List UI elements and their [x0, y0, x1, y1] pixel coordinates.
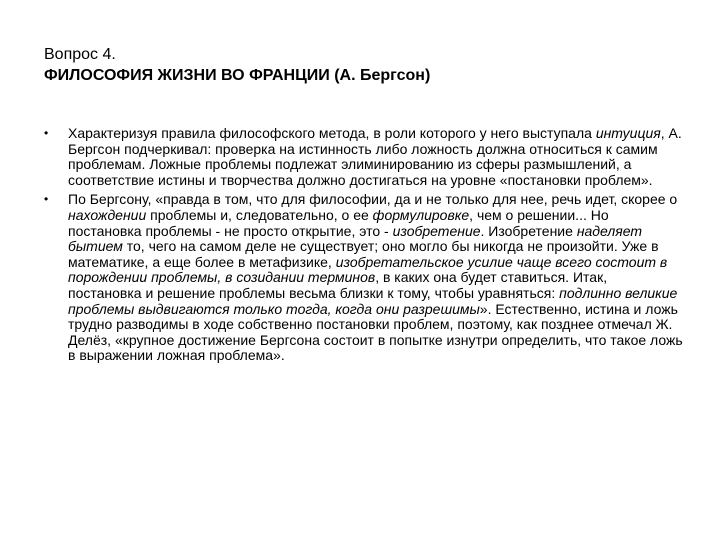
emphasis-run: подлинно великие проблемы выдвигаются только тогда, когда они разрешимы — [68, 284, 678, 317]
emphasis-run: нахождении — [68, 206, 147, 223]
emphasis-run: интуиция — [595, 125, 661, 141]
question-number: Вопрос 4. — [44, 46, 116, 63]
text-run: . Изобретение — [480, 222, 577, 239]
text-run: , А. Бергсон подчеркивал: проверка на истинность либо ложность должна относиться к самим проблемам. Ложные проблемы подлежат элиминированию из сферы размышлений, а соответствие истины и творчества должно достигаться на уровне «постановки проблем». — [68, 125, 682, 188]
text-run: По Бергсону, «правда в том, что для философии, да и не только для нее, речь идет, скорее о — [68, 191, 678, 208]
title-block — [44, 44, 684, 86]
text-run: проблемы и, следовательно, о ее — [146, 206, 373, 223]
bullet-text — [68, 192, 684, 364]
text-run: , чем о решении... Но постановка проблемы - не просто открытие, это - — [68, 206, 609, 239]
emphasis-run: наделяет бытием — [68, 222, 643, 255]
text-run: Характеризуя правила философского метода, в роли которого у него выступала — [68, 125, 596, 141]
bullet-item-1 — [44, 126, 684, 188]
bullet-list — [44, 126, 684, 368]
text-run: , в каких она будет ставиться. Итак, постановка и решение проблемы весьма близки к тому, чтобы уравняться: — [68, 269, 608, 301]
page-title: ФИЛОСОФИЯ ЖИЗНИ ВО ФРАНЦИИ (А. Бергсон) — [44, 67, 431, 84]
text-run: то, чего на самом деле не существует; оно могло бы никогда не произойти. Уже в математике, а еще более в метафизике, — [68, 238, 659, 270]
emphasis-run: изобретение — [392, 222, 481, 239]
emphasis-run: формулировке — [372, 206, 470, 223]
bullet-marker: • — [44, 126, 49, 140]
emphasis-run: изобретательское усилие чаще всего состоит в порождении проблемы, в созидании терминов — [68, 253, 668, 286]
text-run: ». Естественно, истина и ложь трудно разводимы в ходе собственно постановки проблем, поэтому, как позднее отмечал Ж. Делёз, «крупное достижение Бергсона состоит в попытке изнутри определить, что такое ложь в выражении ложная проблема». — [68, 300, 683, 364]
bullet-text — [68, 126, 684, 188]
bullet-marker: • — [44, 192, 49, 207]
bullet-item-2 — [44, 192, 684, 364]
